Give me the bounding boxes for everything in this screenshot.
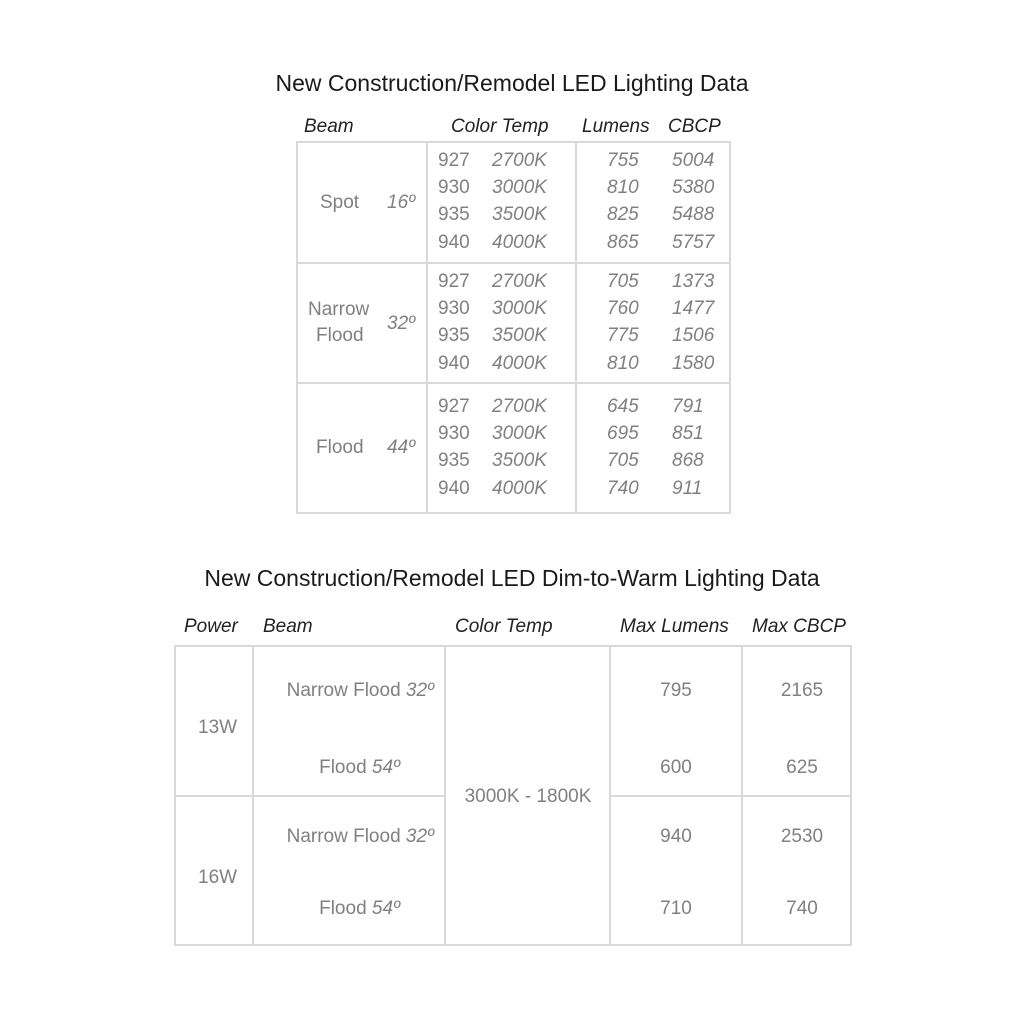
table1-cbcp: 1373: [672, 271, 715, 292]
table2-max-lumens: 940: [660, 826, 692, 847]
table1-cbcp: 1477: [672, 298, 715, 319]
table1-beam-angle: 16º: [387, 192, 416, 213]
table2-max-cbcp: 2165: [780, 680, 824, 701]
table1-cbcp: 868: [672, 450, 704, 471]
table2-divider: [609, 795, 852, 797]
table1-code: 935: [438, 450, 470, 471]
table2-beam: [254, 680, 434, 702]
table1-cbcp: 5380: [672, 177, 715, 198]
table1-beam-angle: 32º: [387, 313, 416, 334]
table1-temp: 2700K: [492, 396, 547, 417]
table1-code: 940: [438, 478, 470, 499]
table1-lumens: 825: [607, 204, 639, 225]
table1-header-lumens: Lumens: [582, 116, 650, 137]
table2-max-cbcp: 625: [786, 757, 818, 778]
table1-divider: [575, 141, 577, 514]
table1-header-beam: Beam: [304, 116, 354, 137]
table1-beam-name: Spot: [320, 192, 360, 213]
table1-lumens: 740: [607, 478, 639, 499]
table1-beam-angle: 44º: [387, 437, 416, 458]
table2-power: 16W: [198, 867, 238, 888]
table2-beam: [254, 757, 400, 779]
table1-code: 927: [438, 396, 470, 417]
table2-divider: [174, 795, 445, 797]
table2-beam-angle: 32º: [405, 826, 434, 847]
table2-max-lumens: 600: [660, 757, 692, 778]
table2-header-beam: Beam: [263, 616, 313, 637]
table1-code: 930: [438, 177, 470, 198]
table1-lumens: 755: [607, 150, 639, 171]
table2-power: 13W: [198, 717, 238, 738]
table2-beam-angle: 54º: [371, 757, 400, 778]
table1-lumens: 695: [607, 423, 639, 444]
table1-header-cbcp: CBCP: [668, 116, 721, 137]
table1-code: 927: [438, 150, 470, 171]
table1-temp: 4000K: [492, 353, 547, 374]
table2-beam-angle: 32º: [405, 680, 434, 701]
table1-cbcp: 1506: [672, 325, 715, 346]
table1-temp: 3500K: [492, 450, 547, 471]
table2-title: New Construction/Remodel LED Dim-to-Warm Lighting Data: [204, 565, 820, 591]
table1-cbcp: 791: [672, 396, 704, 417]
table2-header-max-cbcp: Max CBCP: [752, 616, 846, 637]
table1-temp: 3000K: [492, 177, 547, 198]
table2-color-temp-value: 3000K - 1800K: [464, 786, 592, 807]
table1-code: 930: [438, 423, 470, 444]
table1-divider: [296, 262, 731, 264]
table1-code: 927: [438, 271, 470, 292]
table2-beam-name: Narrow Flood: [286, 826, 401, 847]
table1-beam-name: Flood: [316, 325, 364, 346]
table1-temp: 4000K: [492, 478, 547, 499]
table1-cbcp: 5757: [672, 232, 715, 253]
table1-temp: 3000K: [492, 298, 547, 319]
table2-max-lumens: 710: [660, 898, 692, 919]
table1-lumens: 810: [607, 353, 639, 374]
table1-header-color-temp: Color Temp: [451, 116, 549, 137]
table1-temp: 3000K: [492, 423, 547, 444]
table1-beam-name: Narrow: [308, 299, 370, 320]
table1-temp: 2700K: [492, 150, 547, 171]
table1-temp: 3500K: [492, 204, 547, 225]
table1-lumens: 645: [607, 396, 639, 417]
table1-divider: [426, 141, 428, 514]
table2-max-cbcp: 2530: [780, 826, 824, 847]
table2-max-cbcp: 740: [786, 898, 818, 919]
table1-lumens: 810: [607, 177, 639, 198]
table1-cbcp: 1580: [672, 353, 715, 374]
table1-temp: 4000K: [492, 232, 547, 253]
table1-divider: [296, 382, 731, 384]
table1-temp: 3500K: [492, 325, 547, 346]
table2-header-max-lumens: Max Lumens: [620, 616, 729, 637]
table1-code: 935: [438, 325, 470, 346]
table1-lumens: 760: [607, 298, 639, 319]
table1-code: 940: [438, 232, 470, 253]
table1-title: New Construction/Remodel LED Lighting Data: [275, 70, 749, 96]
table1-temp: 2700K: [492, 271, 547, 292]
table1-cbcp: 5488: [672, 204, 715, 225]
table1-lumens: 705: [607, 450, 639, 471]
table1-lumens: 775: [607, 325, 639, 346]
table2-max-lumens: 795: [660, 680, 692, 701]
table2-beam-angle: 54º: [371, 898, 400, 919]
table2-header-power: Power: [184, 616, 238, 637]
table1-lumens: 865: [607, 232, 639, 253]
table2-header-color-temp: Color Temp: [455, 616, 553, 637]
table1-code: 935: [438, 204, 470, 225]
table2-beam: [254, 898, 400, 920]
table1-code: 930: [438, 298, 470, 319]
table2-beam-name: Flood: [319, 898, 367, 919]
table1-cbcp: 911: [672, 478, 703, 499]
table2-beam-name: Flood: [319, 757, 367, 778]
table1-cbcp: 851: [672, 423, 704, 444]
table1-lumens: 705: [607, 271, 639, 292]
table2-beam-name: Narrow Flood: [286, 680, 401, 701]
table1-code: 940: [438, 353, 470, 374]
table1-beam-name: Flood: [316, 437, 364, 458]
table1-cbcp: 5004: [672, 150, 715, 171]
table2-beam: [254, 826, 434, 848]
